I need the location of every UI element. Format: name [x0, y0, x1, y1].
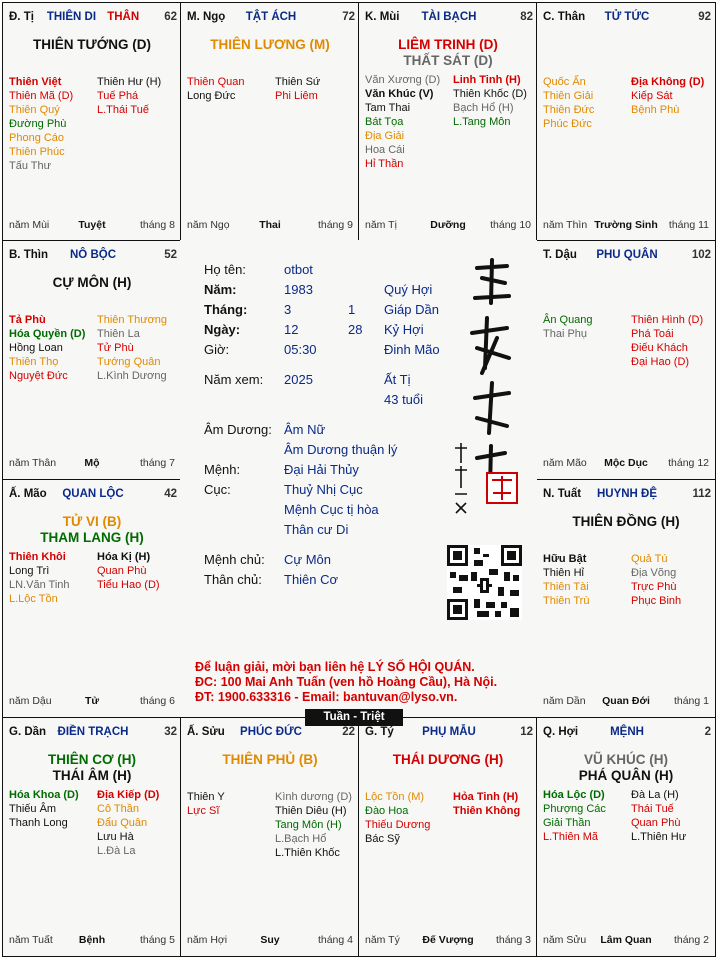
palace-stage: Trường Sinh [594, 219, 658, 231]
branch-label: Ấ. Sửu [187, 726, 225, 738]
branch-label: K. Mùi [365, 11, 400, 23]
palace-name: THIÊN DI THÂN [46, 11, 140, 23]
main-stars [3, 275, 181, 291]
palace-age: 32 [164, 726, 177, 738]
palace-name: QUAN LỘC [62, 488, 124, 500]
minor-star: Thiên Diêu (H) [275, 805, 347, 817]
minor-star: Tam Thai [365, 102, 411, 114]
menh-label: Mệnh: [204, 462, 241, 477]
palace-ti[interactable] [358, 717, 538, 957]
palace-month: tháng 7 [139, 457, 175, 469]
palace-footer [187, 934, 353, 948]
amduong-value: Âm Nữ [284, 422, 326, 437]
branch-label: Đ. Tị [9, 11, 34, 23]
minor-stars-left [9, 313, 85, 383]
palace-age: 102 [691, 249, 711, 261]
palace-month: tháng 12 [668, 457, 709, 469]
minor-star: Đường Phù [9, 118, 67, 130]
palace-stage: Mộ [84, 457, 100, 469]
minor-star: Long Trì [9, 565, 50, 577]
contact-line-1: Để luận giải, mời bạn liên hệ LÝ SỐ HỘI QUÁN. [195, 660, 475, 674]
branch-label: G. Dần [9, 726, 47, 738]
minor-star: L.Thái Tuế [97, 104, 149, 116]
contact-line-3: ĐT: 1900.633316 - Email: bantuvan@lyso.vn. [195, 690, 458, 704]
main-star: VŨ KHÚC (H) [584, 752, 668, 767]
minor-star: Thiên Việt [9, 76, 62, 88]
minor-star: Nguyệt Đức [9, 370, 68, 382]
menh-value: Đại Hải Thủy [284, 462, 359, 477]
minor-stars-left [9, 550, 70, 606]
hour-value: 05:30 [284, 342, 317, 357]
minor-star: L.Thiên Mã [543, 831, 599, 843]
cuc-value: Thuỷ Nhị Cục [284, 482, 363, 497]
minor-star: Thiên Mã (D) [9, 90, 74, 102]
main-star: THÁI ÂM (H) [52, 768, 132, 783]
minor-star: Văn Khúc (V) [365, 88, 434, 100]
minor-star: Kình dương (D) [275, 791, 352, 803]
minor-stars-right [631, 788, 686, 844]
minor-star: Thiên Y [187, 791, 225, 803]
palace-stage: Đế Vượng [422, 934, 474, 946]
palace-dau[interactable] [536, 240, 716, 480]
palace-year: năm Hợi [187, 934, 228, 946]
palace-footer [9, 457, 175, 471]
palace-footer [365, 934, 531, 948]
main-star: THẤT SÁT (D) [403, 53, 493, 68]
hour-can: Đinh Mão [384, 342, 440, 357]
palace-suu[interactable] [180, 717, 360, 957]
palace-stage: Suy [260, 934, 280, 946]
minor-stars-left [365, 73, 440, 171]
branch-label: N. Tuất [543, 488, 582, 500]
palace-dan[interactable] [2, 717, 182, 957]
minor-star: Hóa Lộc (D) [543, 789, 605, 801]
branch-label: M. Ngọ [187, 11, 226, 23]
than-marker: THÂN [107, 11, 140, 23]
minor-star: Phi Liêm [275, 90, 318, 102]
palace-header [9, 488, 177, 502]
palace-year: năm Mùi [9, 219, 50, 231]
minor-star: Lộc Tồn (M) [365, 791, 425, 803]
palace-year: năm Thìn [543, 219, 588, 231]
palace-tuat[interactable] [536, 479, 716, 718]
minor-star: Quan Phù [97, 565, 147, 577]
minor-star: Thiên Tài [543, 581, 589, 593]
minor-star: Thiếu Âm [9, 803, 57, 815]
palace-header [543, 11, 711, 25]
palace-age: 82 [520, 11, 533, 23]
minor-star: Phúc Đức [543, 118, 592, 130]
main-star: THÁI DƯƠNG (H) [392, 752, 504, 767]
palace-month: tháng 9 [317, 219, 353, 231]
palace-age: 72 [342, 11, 355, 23]
month-solar: 3 [284, 302, 292, 317]
palace-header [365, 726, 533, 740]
minor-stars-left [543, 75, 594, 131]
minor-star: Thiên Trù [543, 595, 590, 607]
palace-age: 112 [692, 488, 711, 500]
branch-label: C. Thân [543, 11, 586, 23]
day-label: Ngày: [204, 322, 241, 337]
minor-star: Thiên Thọ [9, 356, 59, 368]
palace-month: tháng 5 [139, 934, 175, 946]
palace-header [9, 726, 177, 740]
minor-stars-right [275, 75, 320, 103]
minor-star: Tang Môn (H) [275, 819, 342, 831]
palace-name: NÔ BỘC [70, 249, 116, 261]
minor-star: Quan Phù [631, 817, 681, 829]
palace-month: tháng 4 [317, 934, 353, 946]
palace-year: năm Dậu [9, 695, 52, 707]
contact-line-2: ĐC: 100 Mai Anh Tuấn (ven hồ Hoàng Cầu), Hà Nội. [195, 675, 498, 689]
age-value: 43 tuổi [384, 392, 424, 407]
minor-star: Địa Võng [631, 567, 677, 579]
palace-stage: Tử [84, 695, 100, 707]
minor-star: Bác Sỹ [365, 833, 400, 845]
view-year-label: Năm xem: [204, 372, 264, 387]
minor-stars-right [631, 313, 703, 369]
minor-stars-right [97, 75, 161, 117]
minor-star: Quốc Ấn [543, 76, 586, 88]
branch-label: T. Dậu [543, 249, 577, 261]
minor-star: Lưu Hà [97, 831, 134, 843]
minor-star: Thiên Khốc (D) [453, 88, 527, 100]
minor-stars-right [275, 790, 352, 860]
main-star: THAM LANG (H) [40, 530, 144, 545]
minor-star: Tấu Thư [9, 160, 52, 172]
minor-star: Hóa Khoa (D) [9, 789, 79, 801]
minor-star: Thiên Hình (D) [631, 314, 704, 326]
year-value: 1983 [284, 282, 313, 297]
minor-star: Thiên Phúc [9, 146, 65, 158]
minor-star: Ân Quang [543, 314, 593, 326]
main-stars [3, 37, 181, 53]
minor-stars-left [9, 75, 73, 173]
palace-year: năm Tý [365, 934, 400, 946]
palace-stage: Tuyệt [78, 219, 106, 231]
palace-year: năm Dần [543, 695, 586, 707]
minor-star: Thiên Quan [187, 76, 245, 88]
palace-footer [543, 695, 709, 709]
palace-footer [9, 219, 175, 233]
minor-star: Lực Sĩ [187, 805, 220, 817]
palace-ngo[interactable] [180, 2, 360, 242]
palace-month: tháng 3 [495, 934, 531, 946]
minor-star: Thiên Hỉ [543, 567, 584, 579]
minor-star: Phá Toái [631, 328, 674, 340]
palace-year: năm Tị [365, 219, 397, 231]
minor-star: Long Đức [187, 90, 236, 102]
main-star: PHÁ QUÂN (H) [578, 768, 674, 783]
minor-star: L.Lộc Tồn [9, 593, 58, 605]
main-star: THIÊN ĐỒNG (H) [572, 514, 680, 529]
minor-star: Bạch Hổ (H) [453, 102, 514, 114]
minor-stars-left [9, 788, 79, 830]
minor-star: Tả Phù [9, 314, 46, 326]
minor-star: Thiên Khôi [9, 551, 66, 563]
minor-star: Thiên Hư (H) [97, 76, 162, 88]
minor-star: L.Kình Dương [97, 370, 167, 382]
palace-mui[interactable] [358, 2, 538, 242]
main-stars [359, 752, 537, 768]
view-year-can: Ất Tị [384, 372, 411, 387]
minor-star: Thiên Quý [9, 104, 60, 116]
minor-stars-left [543, 313, 593, 341]
palace-mao[interactable] [2, 479, 182, 718]
minor-stars-left [543, 552, 589, 608]
palace-age: 92 [698, 11, 711, 23]
main-stars [537, 752, 715, 784]
palace-name: ĐIỀN TRẠCH [57, 726, 129, 738]
menh-chu-value: Cự Môn [284, 552, 331, 567]
palace-age: 22 [342, 726, 355, 738]
palace-stage: Dưỡng [430, 219, 466, 231]
main-star: THIÊN PHỦ (B) [222, 752, 318, 767]
main-stars [359, 37, 537, 69]
minor-stars-right [97, 550, 160, 592]
cuc-note: Mệnh Cục tị hòa [284, 502, 379, 517]
view-year-value: 2025 [284, 372, 313, 387]
minor-stars-right [97, 788, 159, 858]
minor-stars-left [543, 788, 606, 844]
year-label: Năm: [204, 282, 237, 297]
minor-star: Cô Thần [97, 803, 139, 815]
palace-header [543, 488, 711, 502]
minor-star: Thiên Sứ [275, 76, 321, 88]
name-label: Họ tên: [204, 262, 246, 277]
palace-year: năm Ngọ [187, 219, 230, 231]
minor-star: Thiên Không [453, 805, 521, 817]
minor-star: L.Đà La [97, 845, 136, 857]
menh-chu-label: Mệnh chủ: [204, 552, 265, 567]
palace-stage: Bệnh [78, 934, 106, 946]
palace-age: 2 [704, 726, 711, 738]
minor-star: Tử Phù [97, 342, 134, 354]
palace-footer [543, 219, 709, 233]
palace-month: tháng 1 [673, 695, 709, 707]
than-cu: Thân cư Di [284, 522, 349, 537]
minor-star: Giải Thần [543, 817, 591, 829]
palace-year: năm Sửu [543, 934, 587, 946]
branch-label: Q. Hợi [543, 726, 579, 738]
palace-stage: Thai [259, 219, 281, 231]
minor-star: Thanh Long [9, 817, 68, 829]
minor-star: Kiếp Sát [631, 90, 673, 102]
main-stars [537, 514, 715, 530]
minor-star: Tuế Phá [97, 90, 139, 102]
minor-star: Thiên Giải [543, 90, 594, 102]
minor-star: Phong Cáo [9, 132, 65, 144]
main-star: THIÊN TƯỚNG (D) [33, 37, 151, 52]
minor-star: Thiên Thương [97, 314, 168, 326]
minor-stars-right [453, 73, 527, 129]
minor-star: Thiên La [97, 328, 140, 340]
minor-star: Thiên Đức [543, 104, 595, 116]
palace-stage: Mộc Dục [604, 457, 648, 469]
palace-month: tháng 10 [490, 219, 531, 231]
tuan-triet-marker: Tuần - Triệt [305, 709, 403, 726]
minor-star: Đại Hao (D) [631, 356, 690, 368]
palace-stage: Quan Đới [602, 695, 650, 707]
palace-age: 42 [164, 488, 177, 500]
name-value: otbot [284, 262, 313, 277]
minor-star: Hóa Quyền (D) [9, 328, 86, 340]
palace-name: TẬT ÁCH [245, 11, 297, 23]
main-star: THIÊN CƠ (H) [47, 752, 136, 767]
minor-star: Văn Xương (D) [365, 74, 441, 86]
day-can: Kỷ Hợi [384, 322, 424, 337]
palace-month: tháng 6 [139, 695, 175, 707]
minor-star: Hỉ Thần [365, 158, 404, 170]
minor-stars-left [365, 790, 430, 846]
minor-star: Thai Phụ [543, 328, 588, 340]
palace-age: 12 [520, 726, 533, 738]
minor-star: Phục Binh [631, 595, 682, 607]
palace-month: tháng 8 [139, 219, 175, 231]
minor-star: Linh Tinh (H) [453, 74, 521, 86]
day-solar: 12 [284, 322, 299, 337]
main-stars [181, 752, 359, 768]
minor-star: Thiếu Dương [365, 819, 431, 831]
palace-year: năm Tuất [9, 934, 53, 946]
palace-month: tháng 2 [673, 934, 709, 946]
year-can: Quý Hợi [384, 282, 433, 297]
month-can: Giáp Dần [384, 302, 439, 317]
palace-footer [365, 219, 531, 233]
qr-code-icon [447, 545, 522, 620]
main-stars [3, 752, 181, 784]
main-star: LIÊM TRINH (D) [398, 37, 498, 52]
minor-star: Quả Tú [631, 553, 668, 565]
minor-star: Trực Phù [631, 581, 677, 593]
palace-name: PHÚC ĐỨC [240, 726, 302, 738]
palace-footer [9, 934, 175, 948]
minor-star: Hồng Loan [9, 342, 63, 354]
minor-star: Địa Không (D) [631, 76, 705, 88]
minor-star: Thái Tuế [631, 803, 674, 815]
palace-footer [187, 219, 353, 233]
palace-footer [9, 695, 175, 709]
palace-ty[interactable] [2, 2, 182, 242]
palace-name: TÀI BẠCH [421, 11, 477, 23]
month-label: Tháng: [204, 302, 248, 317]
minor-stars-left [187, 75, 244, 103]
minor-star: Địa Giải [365, 130, 405, 142]
minor-star: L.Thiên Hư [631, 831, 687, 843]
minor-star: Đào Hoa [365, 805, 409, 817]
minor-star: Điếu Khách [631, 342, 688, 354]
palace-year: năm Thân [9, 457, 57, 469]
amduong-note: Âm Dương thuận lý [284, 442, 398, 457]
palace-header [543, 726, 711, 740]
minor-star: Phượng Các [543, 803, 606, 815]
minor-star: LN.Văn Tinh [9, 579, 70, 591]
palace-month: tháng 11 [668, 219, 709, 231]
branch-label: Ấ. Mão [9, 488, 47, 500]
palace-name: HUYNH ĐỆ [596, 488, 658, 500]
amduong-label: Âm Dương: [204, 422, 272, 437]
palace-age: 52 [164, 249, 177, 261]
than-chu-label: Thân chủ: [204, 572, 262, 587]
main-stars [181, 37, 359, 53]
calligraphy-logo-icon [447, 248, 532, 538]
day-lunar: 28 [348, 322, 363, 337]
month-lunar: 1 [348, 302, 356, 317]
palace-header [9, 249, 177, 263]
minor-star: L.Tang Môn [453, 116, 511, 128]
minor-star: Bệnh Phù [631, 104, 680, 116]
main-star: TỬ VI (B) [62, 514, 122, 529]
palace-footer [543, 934, 709, 948]
contact-block [195, 660, 497, 705]
minor-star: Đà La (H) [631, 789, 679, 801]
palace-name: PHỤ MẪU [422, 726, 476, 738]
palace-footer [543, 457, 709, 471]
palace-name: MỆNH [610, 726, 644, 738]
palace-header [9, 11, 177, 25]
palace-header [187, 726, 355, 740]
minor-stars-right [631, 75, 704, 117]
palace-than[interactable] [536, 2, 716, 242]
minor-star: L.Thiên Khốc [275, 847, 340, 859]
palace-year: năm Mão [543, 457, 587, 469]
minor-star: Tiểu Hao (D) [97, 579, 160, 591]
minor-star: Đẩu Quân [97, 817, 148, 829]
main-star: CỰ MÔN (H) [52, 275, 132, 290]
cuc-label: Cục: [204, 482, 231, 497]
minor-star: Hóa Kị (H) [97, 551, 151, 563]
minor-star: Hỏa Tinh (H) [453, 791, 519, 803]
palace-name: TỬ TỨC [604, 11, 650, 23]
hour-label: Giờ: [204, 342, 230, 357]
minor-stars-right [631, 552, 681, 608]
palace-stage: Lâm Quan [600, 934, 652, 946]
minor-star: Địa Kiếp (D) [97, 789, 160, 801]
main-stars [3, 514, 181, 546]
palace-thin[interactable] [2, 240, 182, 480]
minor-star: L.Bạch Hổ [275, 833, 327, 845]
minor-stars-right [97, 313, 167, 383]
minor-star: Tướng Quân [97, 356, 161, 368]
minor-star: Bát Tọa [365, 116, 404, 128]
palace-hoi[interactable] [536, 717, 716, 957]
palace-header [187, 11, 355, 25]
minor-stars-left [187, 790, 225, 818]
than-chu-value: Thiên Cơ [284, 572, 339, 587]
minor-star: Hoa Cái [365, 144, 405, 156]
branch-label: B. Thìn [9, 249, 48, 261]
palace-name: PHU QUÂN [596, 249, 658, 261]
minor-stars-right [453, 790, 520, 818]
palace-header [543, 249, 711, 263]
branch-label: G. Tý [365, 726, 394, 738]
minor-star: Hữu Bật [543, 553, 587, 565]
palace-header [365, 11, 533, 25]
main-star: THIÊN LƯƠNG (M) [210, 37, 330, 52]
palace-age: 62 [164, 11, 177, 23]
